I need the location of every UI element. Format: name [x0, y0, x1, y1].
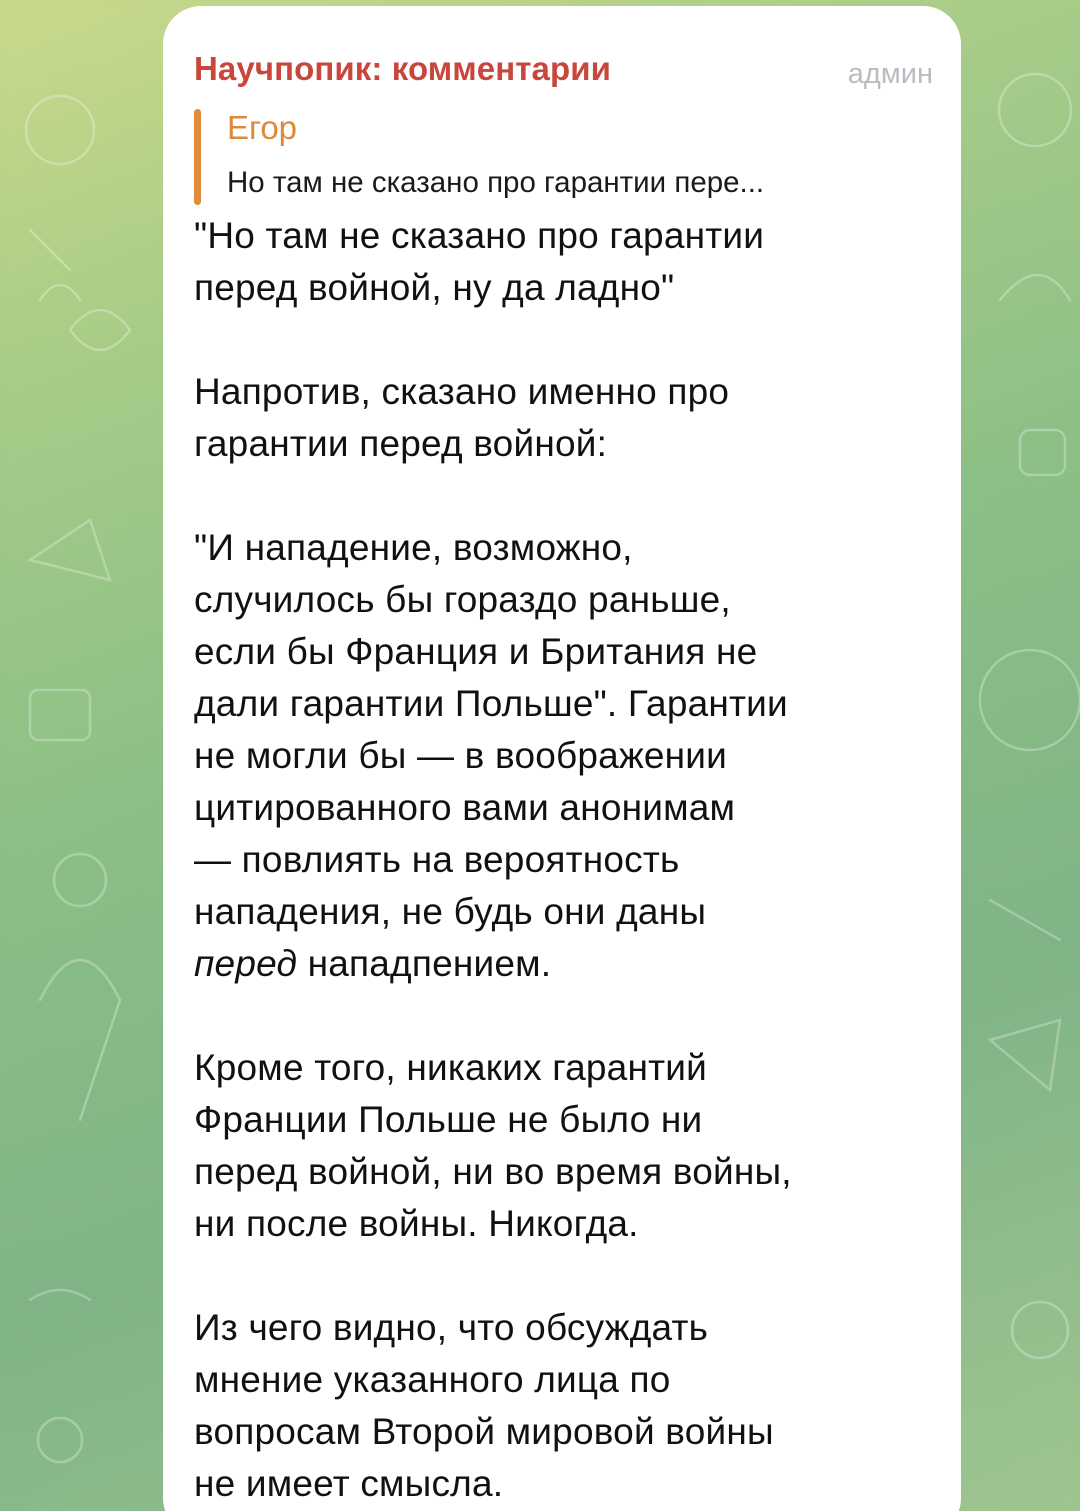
message-line: перед войной, ни во время войны, [194, 1151, 792, 1192]
message-line: не могли бы — в воображении [194, 735, 728, 776]
message-line: цитированного вами анонимам [194, 787, 736, 828]
message-line: Франции Польше не было ни [194, 1099, 703, 1140]
reply-author: Егор [227, 109, 298, 146]
message-line: ни после войны. Никогда. [194, 1203, 639, 1244]
reply-accent-bar [194, 109, 201, 205]
message-paragraph-5 [194, 1302, 931, 1510]
doodle-pizza-icon [30, 520, 110, 580]
doodle-balloon-icon [980, 650, 1080, 750]
message-paragraph-4 [194, 1042, 931, 1250]
channel-name[interactable]: Научпопик: комментарии [194, 50, 612, 87]
message-line [194, 938, 931, 990]
message-line: "И нападение, возможно, [194, 527, 633, 568]
message-line: Напротив, сказано именно про [194, 371, 730, 412]
doodle-flower-icon [999, 74, 1071, 146]
message-line: "Но там не сказано про гарантии [194, 215, 765, 256]
message-line: Из чего видно, что обсуждать [194, 1307, 709, 1348]
message-line: мнение указанного лица по [194, 1359, 671, 1400]
message-line: случилось бы гораздо раньше, [194, 579, 731, 620]
message-line: вопросам Второй мировой войны [194, 1411, 774, 1452]
doodle-lollipop-icon [1012, 1302, 1068, 1358]
message-bubble[interactable] [163, 6, 961, 1511]
italic-word: перед [194, 943, 298, 984]
message-line: — повлиять на вероятность [194, 839, 680, 880]
doodle-flashlight-icon [990, 900, 1060, 940]
message-line: Кроме того, никаких гарантий [194, 1047, 707, 1088]
reply-quote[interactable] [194, 109, 931, 210]
message-header [194, 30, 933, 90]
message-line-rest: нападпением. [297, 943, 552, 984]
doodle-pencil-icon [30, 230, 80, 300]
message-paragraph-3 [194, 522, 931, 990]
doodle-wave-icon [30, 1290, 90, 1300]
reply-preview: Но там не сказано про гарантии пере... [227, 166, 765, 199]
doodle-note-icon [990, 1020, 1060, 1090]
doodle-cookie-icon [38, 1418, 82, 1462]
doodle-circle-icon [26, 96, 94, 164]
doodle-ring-icon [54, 854, 106, 906]
message-paragraph-1 [194, 210, 931, 314]
message-paragraph-2 [194, 366, 931, 470]
doodle-leaf-icon [1000, 275, 1070, 300]
message-text [194, 210, 931, 1510]
doodle-box-icon [30, 690, 90, 740]
admin-badge: админ [847, 58, 933, 90]
doodle-cat-icon [70, 310, 130, 350]
message-line: гарантии перед войной: [194, 423, 608, 464]
doodle-strawberry-icon [1020, 430, 1065, 475]
doodle-dino-icon [40, 960, 120, 1120]
message-line: если бы Франция и Британия не [194, 631, 758, 672]
message-line: не имеет смысла. [194, 1463, 504, 1504]
message-line: дали гарантии Польше". Гарантии [194, 683, 788, 724]
message-line: перед войной, ну да ладно" [194, 267, 675, 308]
message-line: нападения, не будь они даны [194, 891, 707, 932]
